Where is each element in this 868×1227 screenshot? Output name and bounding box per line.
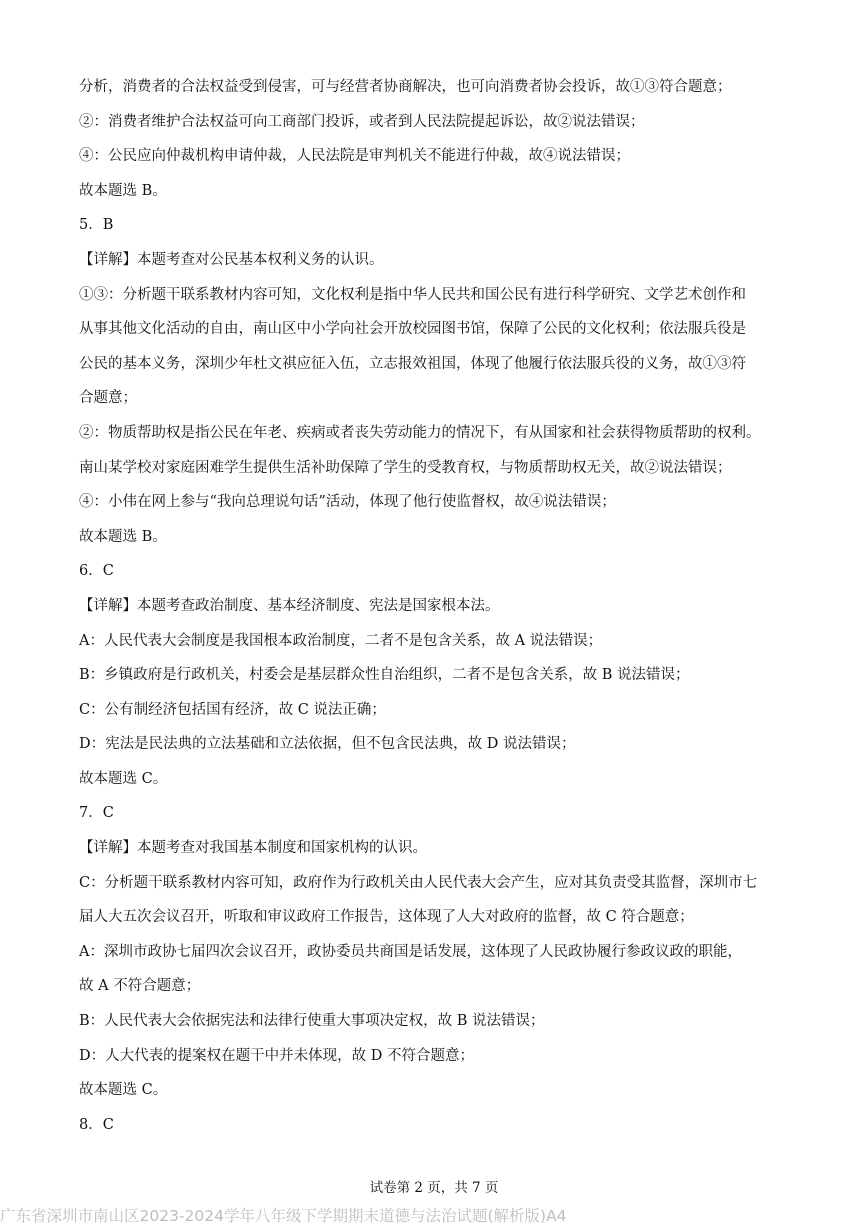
text-line: 故本题选 B。 bbox=[79, 528, 167, 545]
explanation-heading: 【详解】本题考查对我国基本制度和国家机构的认识。 bbox=[79, 840, 427, 857]
text-line: A：人民代表大会制度是我国根本政治制度，二者不是包含关系，故 A 说法错误； bbox=[79, 632, 603, 649]
text-line: A：深圳市政协七届四次会议召开，政协委员共商国是话发展，这体现了人民政协履行参政议政的职能， bbox=[79, 943, 742, 960]
text-line: 合题意； bbox=[79, 390, 137, 407]
text-line: 故本题选 C。 bbox=[79, 770, 168, 787]
question-number: 7．C bbox=[79, 805, 114, 822]
text-line: 届人大五次会议召开，听取和审议政府工作报告，这体现了人大对政府的监督，故 C 符合题意； bbox=[79, 909, 694, 926]
text-line: ②：消费者维护合法权益可向工商部门投诉，或者到人民法院提起诉讼，故②说法错误； bbox=[79, 113, 645, 130]
text-line: 故本题选 B。 bbox=[79, 182, 167, 199]
text-line: B：乡镇政府是行政机关，村委会是基层群众性自治组织，二者不是包含关系，故 B 说法错误； bbox=[79, 667, 690, 684]
text-line: 故 A 不符合题意； bbox=[79, 978, 201, 995]
document-body bbox=[79, 70, 799, 1142]
text-line: 故本题选 C。 bbox=[79, 1082, 168, 1099]
question-number: 8．C bbox=[79, 1116, 114, 1133]
page-footer: 试卷第 2 页，共 7 页 bbox=[369, 1180, 499, 1196]
text-line: ④：公民应向仲裁机构申请仲裁，人民法院是审判机关不能进行仲裁，故④说法错误； bbox=[79, 148, 630, 165]
text-line: C：公有制经济包括国有经济，故 C 说法正确； bbox=[79, 701, 386, 718]
text-line: ④：小伟在网上参与“我向总理说句话”活动，体现了他行使监督权，故④说法错误； bbox=[79, 494, 616, 511]
text-line: 从事其他文化活动的自由，南山区中小学向社会开放校园图书馆，保障了公民的文化权利；依法服兵役是 bbox=[79, 321, 746, 338]
text-line: B：人民代表大会依据宪法和法律行使重大事项决定权，故 B 说法错误； bbox=[79, 1013, 545, 1030]
text-line: D：宪法是民法典的立法基础和立法依据，但不包含民法典，故 D 说法错误； bbox=[79, 736, 576, 753]
question-number: 5．B bbox=[79, 217, 114, 234]
text-line: 分析，消费者的合法权益受到侵害，可与经营者协商解决，也可向消费者协会投诉，故①③符合题意； bbox=[79, 79, 732, 95]
explanation-heading: 【详解】本题考查对公民基本权利义务的认识。 bbox=[79, 251, 384, 268]
text-line: C：分析题干联系教材内容可知，政府作为行政机关由人民代表大会产生，应对其负责受其监督，深圳市七 bbox=[79, 874, 758, 891]
text-line: D：人大代表的提案权在题干中并未体现，故 D 不符合题意； bbox=[79, 1047, 474, 1064]
question-number: 6．C bbox=[79, 563, 114, 580]
text-line: 公民的基本义务，深圳少年杜文祺应征入伍，立志报效祖国，体现了他履行依法服兵役的义务，故①③符 bbox=[79, 355, 746, 372]
text-line: ①③：分析题干联系教材内容可知，文化权利是指中华人民共和国公民有进行科学研究、文学艺术创作和 bbox=[79, 286, 746, 303]
text-line: ②：物质帮助权是指公民在年老、疾病或者丧失劳动能力的情况下，有从国家和社会获得物质帮助的权利。 bbox=[79, 424, 761, 441]
explanation-heading: 【详解】本题考查政治制度、基本经济制度、宪法是国家根本法。 bbox=[79, 597, 500, 614]
watermark: 广东省深圳市南山区2023-2024学年八年级下学期期末道德与法治试题(解析版)A4 bbox=[0, 1207, 567, 1225]
text-line: 南山某学校对家庭困难学生提供生活补助保障了学生的受教育权，与物质帮助权无关，故②说法错误； bbox=[79, 459, 732, 476]
